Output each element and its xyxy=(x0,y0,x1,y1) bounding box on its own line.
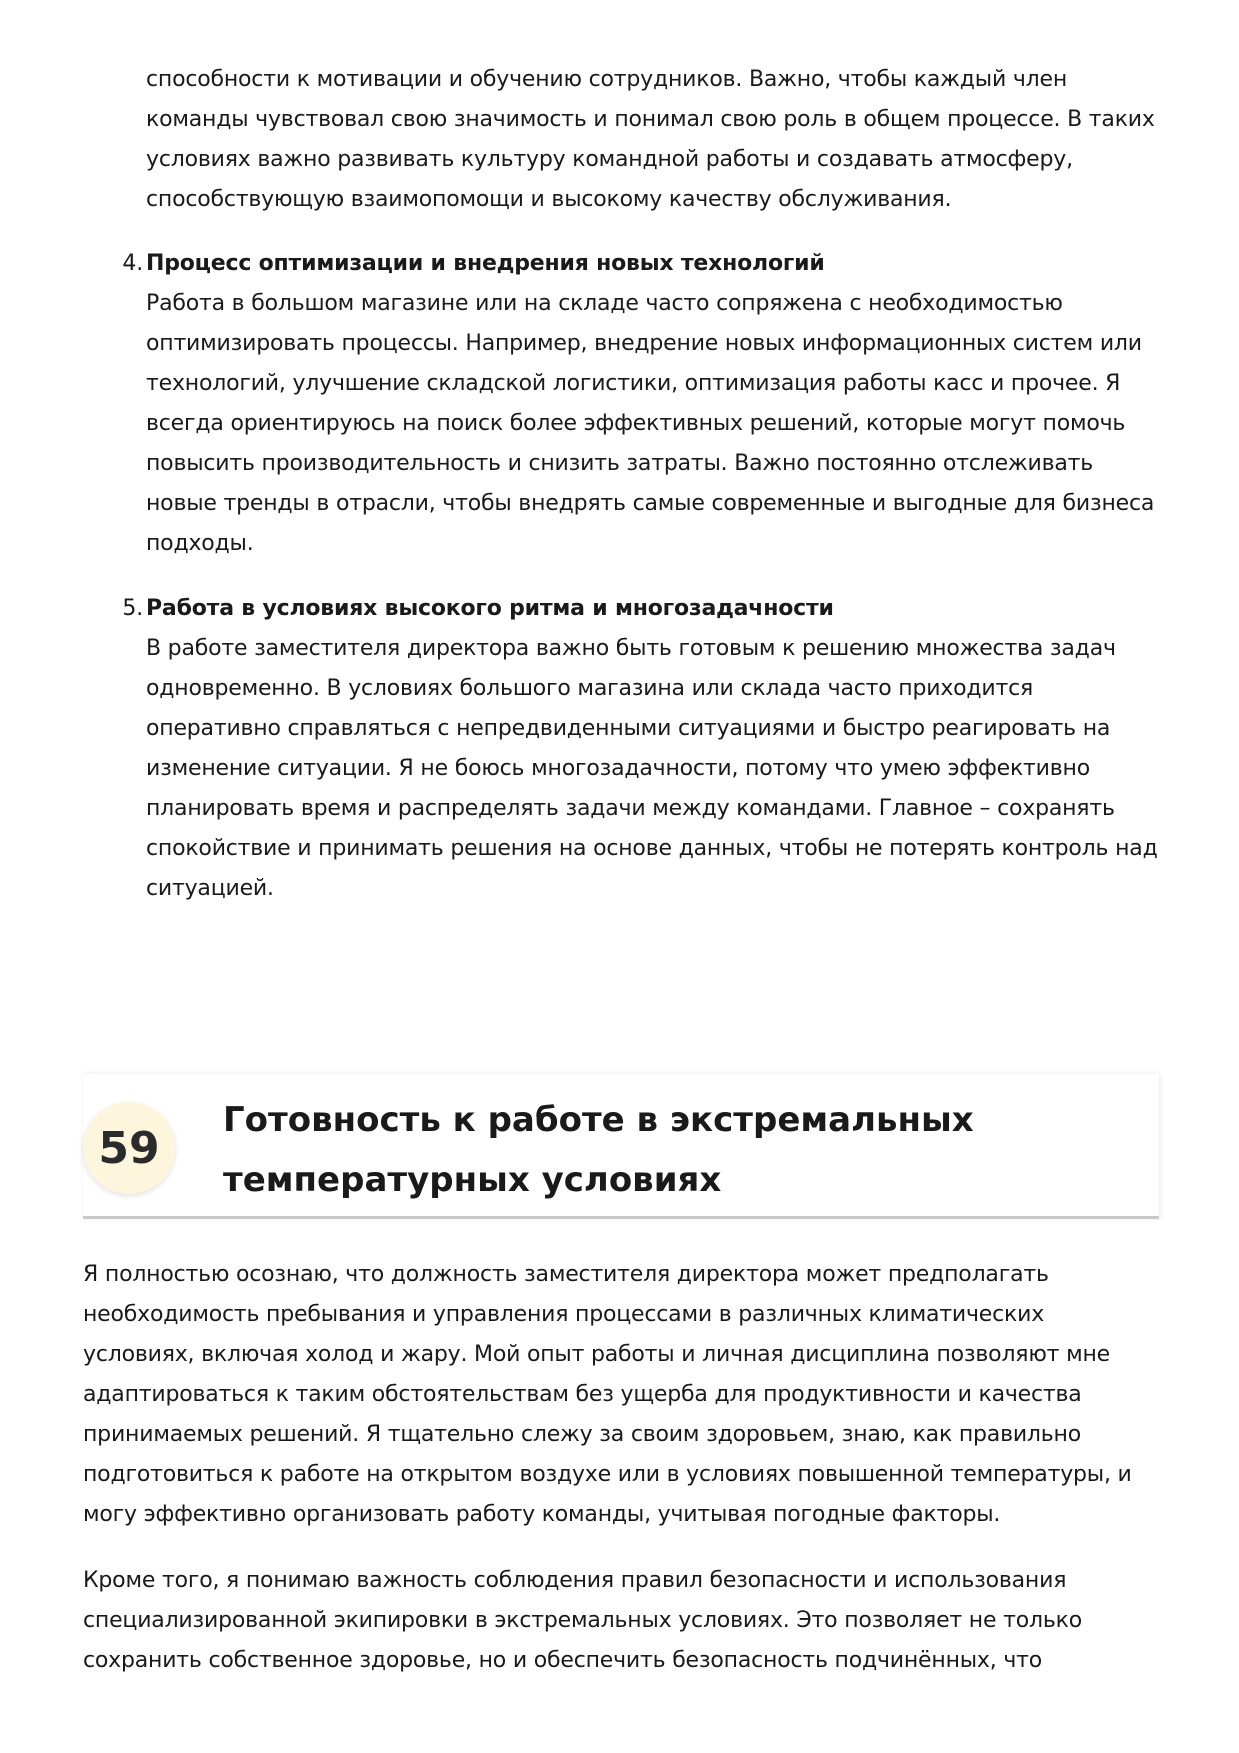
list-item-number: 4. xyxy=(122,251,143,276)
continuation-paragraph: способности к мотивации и обучению сотрудников. Важно, чтобы каждый член команды чувствовал свою значимость и понимал свою роль в общем процессе. В таких условиях важно развивать культуру командной работы и создавать атмосферу, способствующую взаимопомощи и высокому качеству обслуживания. xyxy=(146,67,1155,212)
list-item-title: Работа в условиях высокого ритма и многозадачности xyxy=(146,596,834,621)
body-paragraph: Я полностью осознаю, что должность заместителя директора может предполагать необходимость пребывания и управления процессами в различных климатических условиях, включая холод и жару. Мой опыт работы и личная дисциплина позволяют мне адаптироваться к таким обстоятельствам без ущерба для продуктивности и качества принимаемых решений. Я тщательно слежу за своим здоровьем, знаю, как правильно подготовиться к работе на открытом воздухе или в условиях повышенной температуры, и могу эффективно организовать работу команды, учитывая погодные факторы. xyxy=(83,1262,1132,1527)
list-item xyxy=(122,244,1166,564)
section-title: Готовность к работе в экстремальных температурных условиях xyxy=(223,1100,974,1200)
list-item-number: 5. xyxy=(122,596,143,621)
list-item-body: Работа в большом магазине или на складе часто сопряжена с необходимостью оптимизировать процессы. Например, внедрение новых информационных систем или технологий, улучшение складской логистики, оптимизация работы касс и прочее. Я всегда ориентируюсь на поиск более эффективных решений, которые могут помочь повысить производительность и снизить затраты. Важно постоянно отслеживать новые тренды в отрасли, чтобы внедрять самые современные и выгодные для бизнеса подходы. xyxy=(146,291,1155,556)
body-paragraph: Кроме того, я понимаю важность соблюдения правил безопасности и использования специализированной экипировки в экстремальных условиях. Это позволяет не только сохранить собственное здоровье, но и обеспечить безопасность подчинённых, что xyxy=(83,1568,1082,1673)
list-item xyxy=(122,589,1166,909)
list-item-body: В работе заместителя директора важно быть готовым к решению множества задач одновременно. В условиях большого магазина или склада часто приходится оперативно справляться с непредвиденными ситуациями и быстро реагировать на изменение ситуации. Я не боюсь многозадачности, потому что умею эффективно планировать время и распределять задачи между командами. Главное – сохранять спокойствие и принимать решения на основе данных, чтобы не потерять контроль над ситуацией. xyxy=(146,636,1158,901)
section-header xyxy=(83,1074,1159,1219)
list-item-title: Процесс оптимизации и внедрения новых технологий xyxy=(146,251,825,276)
section-number-badge: 59 xyxy=(83,1102,175,1194)
